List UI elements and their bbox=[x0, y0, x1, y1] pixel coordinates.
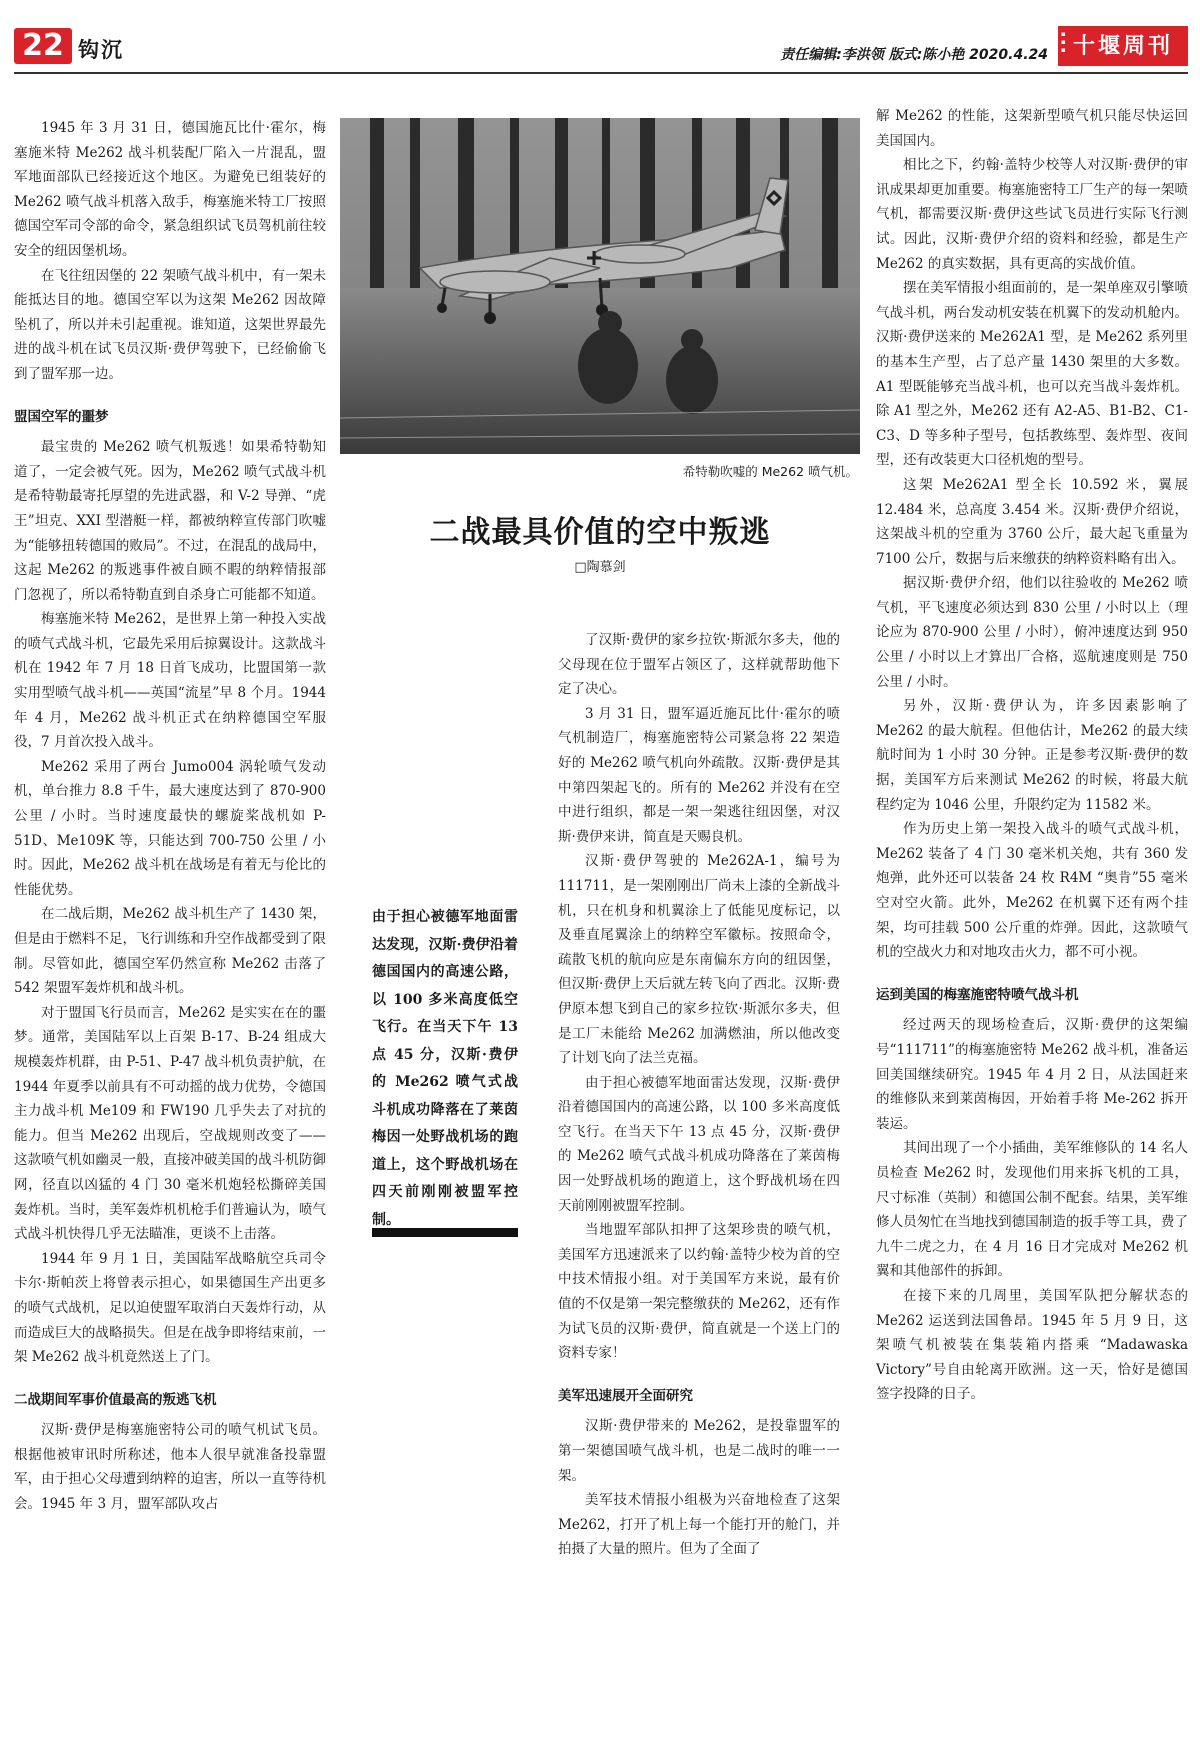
subheading: 美军迅速展开全面研究 bbox=[558, 1387, 693, 1404]
subheading: 二战期间军事价值最高的叛逃飞机 bbox=[14, 1391, 217, 1408]
paragraph: 这架 Me262A1 型全长 10.592 米，翼展 12.484 米，总高度 3.454 米。汉斯·费伊介绍说，这架战斗机的空重为 3760 公斤，最大起飞重量为 7100 公斤，数据与后来缴获的纳粹资料略有出入。 bbox=[876, 476, 1188, 567]
paragraph: 其间出现了一个小插曲，美军维修队的 14 名人员检查 Me262 时，发现他们用来拆飞机的工具，尺寸标准（英制）和德国公制不配套。结果，美军维修人员匆忙在当地找到德国制造的扳手等工具，费了九牛二虎之力，在 4 月 16 日才完成对 Me262 机翼和其他部件的拆卸。 bbox=[876, 1140, 1188, 1280]
paragraph: 梅塞施米特 Me262，是世界上第一种投入实战的喷气式战斗机，它最先采用后掠翼设计。这款战斗机在 1942 年 7 月 18 日首飞成功，比盟国第一款实用型喷气战斗机——英国“流星”早 8 个月。1944 年 4 月，Me262 战斗机正式在纳粹德国空军服役，7 月首次投入战斗。 bbox=[14, 611, 326, 751]
paragraph: 据汉斯·费伊介绍，他们以往验收的 Me262 喷气机，平飞速度必须达到 830 公里 / 小时以上（理论应为 870-900 公里 / 小时），俯冲速度达到 950 公里 / 小时以上才算出厂合格，巡航速度则是 750 公里 / 小时。 bbox=[876, 575, 1188, 690]
paragraph: 最宝贵的 Me262 喷气机叛逃！如果希特勒知道了，一定会被气死。因为，Me262 喷气式战斗机是希特勒最寄托厚望的先进武器，和 V-2 导弹、“虎王”坦克、XXI 型潜艇一样，都被纳粹宣传部门吹嘘为“能够扭转德国的败局”。不过，在混乱的战局中，这起 Me262 的叛逃事件被自顾不暇的纳粹情报部门忽视了，所以希特勒直到自杀身亡可能都不知道。 bbox=[14, 439, 326, 603]
paragraph: 作为历史上第一架投入战斗的喷气式战斗机，Me262 装备了 4 门 30 毫米机关炮，共有 360 发炮弹，此外还可以装备 24 枚 R4M “奥肯”55 毫米空对空火箭。此外，Me262 在机翼下还有两个挂架，均可挂载 500 公斤重的炸弹。因此，这款喷气机的空战火力和对地攻击火力，都不可小视。 bbox=[876, 821, 1188, 961]
paragraph: 对于盟国飞行员而言，Me262 是实实在在的噩梦。通常，美国陆军以上百架 B-17、B-24 组成大规模轰炸机群，由 P-51、P-47 战斗机负责护航，在 1944 年夏季以前具有不可动摇的战力优势，令德国主力战斗机 Me109 和 FW190 几乎失去了对抗的能力。但当 Me262 出现后，空战规则改变了——这款喷气机如幽灵一般，直接冲破美国的战斗机防御网，径直以凶猛的 4 门 30 毫米机炮轻松撕碎美国轰炸机。当时，美军轰炸机机枪手们普遍认为，喷气式战斗机快得几乎无法瞄准，更谈不上击落。 bbox=[14, 1004, 326, 1243]
column-1 bbox=[14, 116, 326, 1746]
paragraph: 美军技术情报小组极为兴奋地检查了这架 Me262，打开了机上每一个能打开的舱门，并拍摄了大量的照片。但为了全面了 bbox=[558, 1492, 840, 1558]
paragraph: Me262 采用了两台 Jumo004 涡轮喷气发动机，单台推力 8.8 千牛，最大速度达到了 870-900 公里 / 小时。当时速度最快的螺旋桨战机如 P-51D、Me109K 等，只能达到 700-750 公里 / 小时。因此，Me262 战斗机在战场是有着无与伦比的性能优势。 bbox=[14, 758, 326, 898]
column-4 bbox=[876, 104, 1188, 1746]
paragraph: 1945 年 3 月 31 日，德国施瓦比什·霍尔，梅塞施米特 Me262 战斗机装配厂陷入一片混乱，盟军地面部队已经接近这个地区。为避免已组装好的 Me262 喷气战斗机落入敌手，梅塞施米特工厂按照德国空军司令部的命令，紧急组织试飞员驾机前往较安全的纽因堡机场。 bbox=[14, 120, 326, 259]
article-byline: □陶慕剑 bbox=[574, 560, 626, 575]
editor-credits: 责任编辑:李洪领 版式:陈小艳 2020.4.24 bbox=[780, 47, 1048, 63]
subheading: 盟国空军的噩梦 bbox=[14, 408, 109, 425]
paragraph: 汉斯·费伊是梅塞施密特公司的喷气机试飞员。根据他被审讯时所称述，他本人很早就准备投靠盟军，由于担心父母遭到纳粹的迫害，所以一直等待机会。1945 年 3 月，盟军部队攻占 bbox=[14, 1422, 326, 1513]
photo-caption: 希特勒吹嘘的 Me262 喷气机。 bbox=[682, 464, 858, 479]
paragraph: 汉斯·费伊带来的 Me262，是投靠盟军的第一架德国喷气战斗机，也是二战时的唯一一架。 bbox=[558, 1418, 840, 1484]
photo-image bbox=[340, 118, 860, 454]
article-title: 二战最具价值的空中叛逃 bbox=[429, 515, 771, 550]
paragraph: 经过两天的现场检查后，汉斯·费伊的这架编号“111711”的梅塞施密特 Me262 战斗机，准备运回美国继续研究。1945 年 4 月 2 日，从法国赶来的维修队来到莱茵梅因，开始着手将 Me-262 拆开装运。 bbox=[876, 1017, 1188, 1132]
header-rule bbox=[14, 72, 1188, 74]
page-number: 22 bbox=[14, 28, 72, 64]
paragraph: 解 Me262 的性能，这架新型喷气机只能尽快运回美国国内。 bbox=[876, 108, 1188, 149]
subheading: 运到美国的梅塞施密特喷气战斗机 bbox=[876, 986, 1079, 1003]
paragraph: 相比之下，约翰·盖特少校等人对汉斯·费伊的审讯成果却更加重要。梅塞施密特工厂生产的每一架喷气机，都需要汉斯·费伊这些试飞员进行实际飞行测试。因此，汉斯·费伊介绍的资料和经验，都是生产 Me262 的真实数据，具有更高的实战价值。 bbox=[876, 157, 1188, 272]
paragraph: 由于担心被德军地面雷达发现，汉斯·费伊沿着德国国内的高速公路，以 100 多米高度低空飞行。在当天下午 13 点 45 分，汉斯·费伊的 Me262 喷气式战斗机成功降落在了莱茵梅因一处野战机场的跑道上，这个野战机场在四天前刚刚被盟军控制。 bbox=[558, 1074, 840, 1214]
paragraph: 3 月 31 日，盟军逼近施瓦比什·霍尔的喷气机制造厂，梅塞施密特公司紧急将 22 架造好的 Me262 喷气机向外疏散。汉斯·费伊是其中第四架起飞的。所有的 Me262 并没有在空中进行组织，都是一架一架逃往纽因堡，对汉斯·费伊来讲，简直是天赐良机。 bbox=[558, 705, 840, 845]
paragraph: 摆在美军情报小组面前的，是一架单座双引擎喷气战斗机，两台发动机安装在机翼下的发动机舱内。汉斯·费伊送来的 Me262A1 型，是 Me262 系列里的基本生产型，占了总产量 1430 架里的大多数。A1 型既能够充当战斗机，也可以充当战斗轰炸机。除 A1 型之外，Me262 还有 A2-A5、B1-B2、C1-C3、D 等多种子型号，包括教练型、轰炸型、夜间型，还有改装更大口径机炮的型号。 bbox=[876, 280, 1188, 469]
paragraph: 当地盟军部队扣押了这架珍贵的喷气机，美国军方迅速派来了以约翰·盖特少校为首的空中技术情报小组。对于美国军方来说，最有价值的不仅是第一架完整缴获的 Me262，还有作为试飞员的汉斯·费伊，简直就是一个送上门的资料专家！ bbox=[558, 1222, 840, 1362]
page-header bbox=[0, 0, 1200, 70]
paragraph: 在飞往纽因堡的 22 架喷气战斗机中，有一架未能抵达目的地。德国空军以为这架 Me262 因故障坠机了，所以并未引起重视。谁知道，这架世界最先进的战斗机在试飞员汉斯·费伊驾驶下，已经偷偷飞到了盟军那一边。 bbox=[14, 267, 326, 382]
masthead-logo bbox=[1058, 26, 1188, 66]
me262-jet-photo bbox=[340, 118, 860, 454]
paragraph: 汉斯·费伊驾驶的 Me262A-1，编号为 111711，是一架刚刚出厂尚未上漆的全新战斗机，只在机身和机翼涂上了低能见度标记，以及垂直尾翼涂上的纳粹空军徽标。按照命令，疏散飞机的航向应是东南偏东方向的纽因堡，但汉斯·费伊上天后就左转飞向了西北。汉斯·费伊原本想飞到自己的家乡拉钦·斯派尔多夫，但是工厂未能给 Me262 加满燃油，所以他改变了计划飞向了法兰克福。 bbox=[558, 853, 840, 1067]
pull-quote: 由于担心被德军地面雷达发现，汉斯·费伊沿着德国国内的高速公路，以 100 多米高度低空飞行。在当天下午 13 点 45 分，汉斯·费伊的 Me262 喷气式战斗机成功降落在了莱茵梅因一处野战机场的跑道上，这个野战机场在四天前刚刚被盟军控制。 bbox=[372, 909, 518, 1228]
paragraph: 1944 年 9 月 1 日，美国陆军战略航空兵司令卡尔·斯帕茨上将曾表示担心，如果德国生产出更多的喷气式战机，足以迫使盟军取消白天轰炸行动，从而造成巨大的战略损失。但是在战争即将结束前，一架 Me262 战斗机竟然送上了门。 bbox=[14, 1250, 326, 1366]
paragraph: 在接下来的几周里，美国军队把分解状态的 Me262 运送到法国鲁昂。1945 年 5 月 9 日，这架喷气机被装在集装箱内搭乘 “Madawaska Victory”号自由轮离开欧洲。这一天，恰好是德国签字投降的日子。 bbox=[876, 1287, 1188, 1403]
pull-quote-bar bbox=[372, 1228, 518, 1237]
paragraph: 另外，汉斯·费伊认为，许多因素影响了 Me262 的最大航程。但他估计，Me262 的最大续航时间为 1 小时 30 分钟。正是参考汉斯·费伊的数据，美国军方后来测试 Me262 的时候，将最大航程约定为 1046 公里，升限约定为 11582 米。 bbox=[876, 698, 1188, 813]
paragraph: 了汉斯·费伊的家乡拉钦·斯派尔多夫，他的父母现在位于盟军占领区了，这样就帮助他下定了决心。 bbox=[558, 632, 840, 698]
column-3 bbox=[558, 628, 840, 1748]
section-name: 钩沉 bbox=[78, 38, 124, 62]
paragraph: 在二战后期，Me262 战斗机生产了 1430 架，但是由于燃料不足，飞行训练和升空作战都受到了限制。尽管如此，德国空军仍然宣称 Me262 击落了 542 架盟军轰炸机和战斗机。 bbox=[14, 906, 326, 997]
masthead-decoration: ▪ ▪ ▪ bbox=[1061, 29, 1066, 54]
masthead-title: 十堰周刊 bbox=[1072, 33, 1173, 59]
